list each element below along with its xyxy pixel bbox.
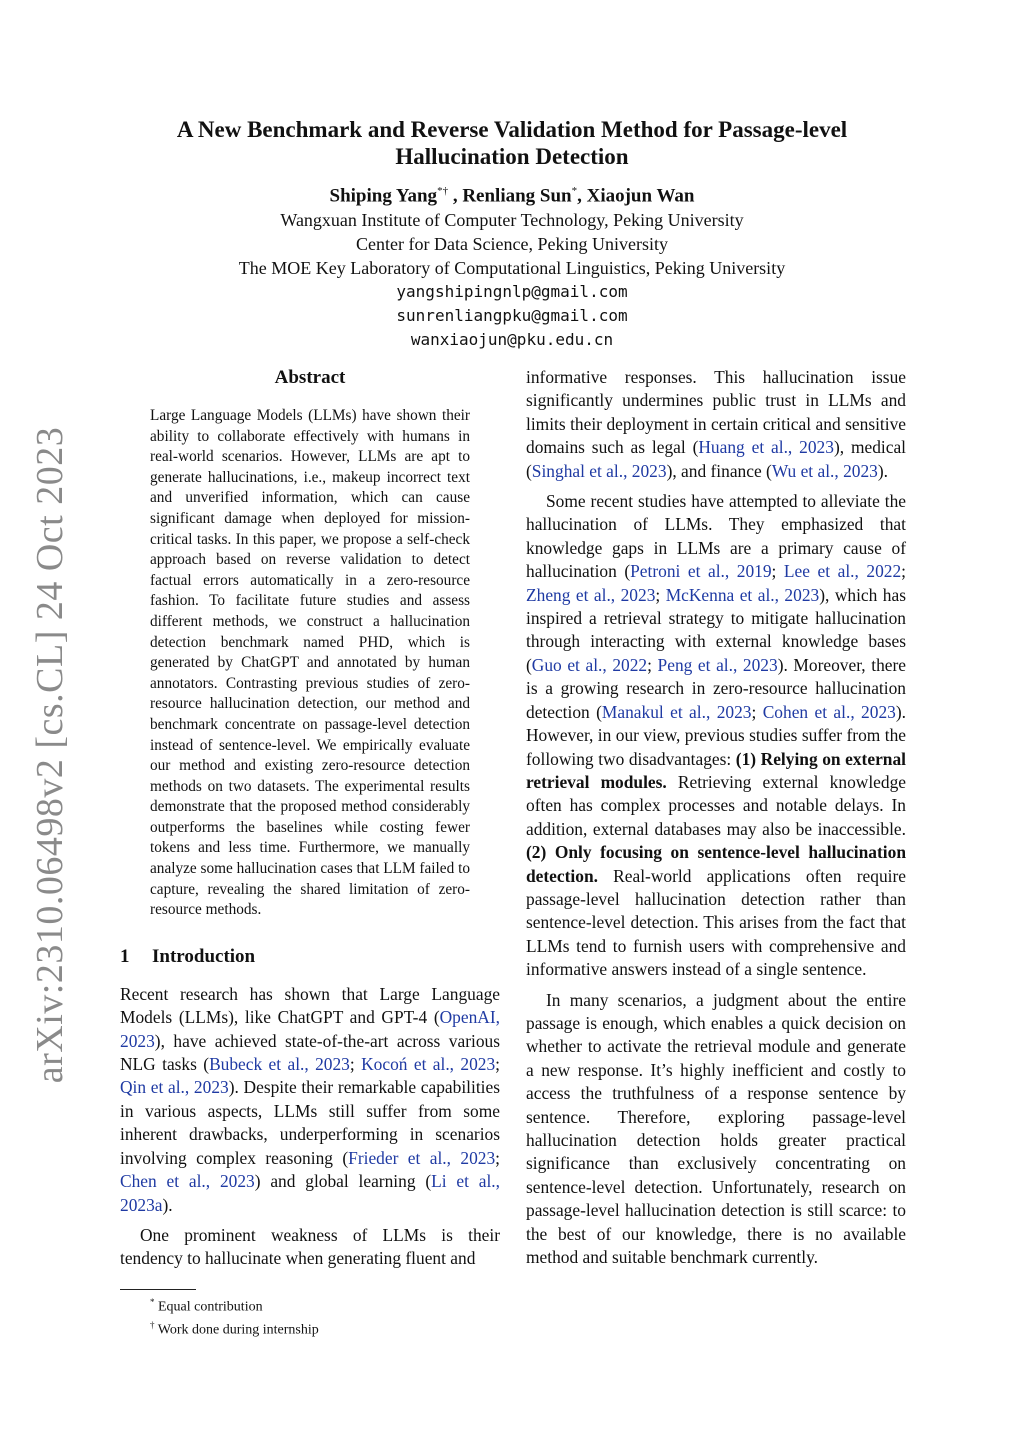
footnote [150,1316,500,1340]
citation-link[interactable]: Petroni et al., 2019 [630,561,772,582]
footnote-mark: † [150,1320,155,1331]
footnote-mark: * [150,1296,155,1307]
author-email[interactable]: yangshipingnlp@gmail.com [396,282,628,302]
citation-link[interactable]: Manakul et al., 2023 [601,701,752,722]
citation-link[interactable]: Guo et al., 2022 [531,654,648,675]
citation-link[interactable]: Bubeck et al., 2023 [209,1054,350,1075]
citation-link[interactable]: Frieder et al., 2023 [348,1147,496,1168]
citation-link[interactable]: Chen et al., 2023 [120,1171,255,1192]
author-name: Renliang Sun [462,185,572,207]
abstract-heading: Abstract [274,367,346,388]
citation-link[interactable]: Qin et al., 2023 [120,1077,229,1098]
title-line-1: A New Benchmark and Reverse Validation Method for Passage-level [176,117,848,142]
author-mark: * [571,185,578,197]
section-title: Introduction [152,945,256,967]
section-number: 1 [120,945,130,967]
citation-link[interactable]: Lee et al., 2022 [783,561,902,582]
left-column [120,366,500,1340]
citation-link[interactable]: Peng et al., 2023 [657,654,778,675]
footnote-rule [120,1289,196,1290]
footnote [150,1293,500,1317]
citation-link[interactable]: Cohen et al., 2023 [762,701,896,722]
author-name: Xiaojun Wan [586,185,695,207]
affiliation: Center for Data Science, Peking University [356,234,668,255]
footnote-text: Work done during internship [157,1323,319,1339]
body-paragraph: Recent research has shown that Large Language Models (LLMs), like ChatGPT and GPT-4 (OpenAI, 2023), have achieved state-of-the-art across various NLG tasks (Bubeck et al., 2023; Kocoń et al., 2023; Qin et al., 2023). Despite their remarkable capabilities in various aspects, LLMs still suffer from some inherent drawbacks, underperforming in scenarios involving complex reasoning (Frieder et al., 2023; Chen et al., 2023) and global learning (Li et al., 2023a). [120,983,501,1215]
body-paragraph: In many scenarios, a judgment about the entire passage is enough, which enables a quick decision on whether to activate the retrieval module and generate a new response. It’s highly inefficient and costly to access the truthfulness of a response sentence by sentence. Therefore, exploring passage-level hallucination detection holds greater practical significance than exclusively concentrating on sentence-level detection. Unfortunately, research on passage-level hallucination detection is still scarce: to the best of our knowledge, there is no available method and suitable benchmark currently. [526,989,906,1268]
abstract-text: Large Language Models (LLMs) have shown their ability to collaborate effectively with humans in real-world scenarios. However, LLMs are apt to generate hallucinations, i.e., makeup incorrect text and unverified information, which can cause significant damage when deployed for mission-critical tasks. In this paper, we propose a self-check approach based on reverse validation to detect factual errors automatically in a zero-resource fashion. To facilitate future studies and assess different methods, we construct a hallucination detection benchmark named PHD, which is generated by ChatGPT and annotated by human annotators. Contrasting previous studies of zero-resource hallucination detection, our method and benchmark concentrate on passage-level detection instead of sentence-level. We empirically evaluate our method and existing zero-resource detection methods on two datasets. The experimental results demonstrate that the proposed method considerably outperforms the baselines while costing fewer tokens and less time. Furthermore, we manually analyze some hallucination cases that LLM failed to capture, revealing the shared limitation of zero-resource methods. [150,407,470,919]
citation-link[interactable]: McKenna et al., 2023 [665,584,820,605]
citation-link[interactable]: Zheng et al., 2023 [526,584,656,605]
bold-text: (1) Relying on external retrieval modules. [526,748,906,792]
body-paragraph: Some recent studies have attempted to alleviate the hallucination of LLMs. They emphasized that knowledge gaps in LLMs are a primary cause of hallucination (Petroni et al., 2019; Lee et al., 2022; Zheng et al., 2023; McKenna et al., 2023), which has inspired a retrieval strategy to mitigate hallucination through interacting with external knowledge bases (Guo et al., 2022; Peng et al., 2023). Moreover, there is a growing research in zero-resource hallucination detection (Manakul et al., 2023; Cohen et al., 2023). However, in our view, previous studies suffer from the following two disadvantages: (1) Relying on external retrieval modules. Retrieving external knowledge often has complex processes and notable delays. In addition, external databases may also be inaccessible. (2) Only focusing on sentence-level hallucination detection. Real-world applications often require passage-level hallucination detection rather than sentence-level detection. This arises from the fact that LLMs tend to furnish users with comprehensive and informative answers instead of a single sentence. [526,491,907,980]
right-column [526,366,906,1269]
section-heading [120,945,500,969]
affiliation: Wangxuan Institute of Computer Technology, Peking University [280,210,744,231]
author-list [120,179,904,208]
citation-link[interactable]: Huang et al., 2023 [698,437,834,458]
author-separator: , [448,185,463,207]
citation-link[interactable]: Li et al., 2023a [120,1171,500,1215]
citation-link[interactable]: Kocoń et al., 2023 [361,1054,496,1075]
author-separator: , [577,185,587,207]
citation-link[interactable]: Singhal et al., 2023 [531,460,667,481]
bold-text: (2) Only focusing on sentence-level hallucination detection. [526,842,906,886]
arxiv-stamp-container [20,426,80,1084]
author-mark: *† [437,185,449,197]
author-email[interactable]: sunrenliangpku@gmail.com [396,306,628,326]
footnote-text: Equal contribution [158,1299,263,1315]
arxiv-stamp: arXiv:2310.06498v2 [cs.CL] 24 Oct 2023 [29,426,71,1084]
footnotes [120,1293,500,1340]
citation-link[interactable]: Wu et al., 2023 [771,460,878,481]
left-paragraphs [120,983,500,1271]
body-paragraph: One prominent weakness of LLMs is their tendency to hallucinate when generating fluent and [120,1224,500,1269]
citation-link[interactable]: OpenAI, 2023 [120,1007,500,1051]
author-email[interactable]: wanxiaojun@pku.edu.cn [410,330,614,350]
author-name: Shiping Yang [329,185,438,207]
affiliation: The MOE Key Laboratory of Computational Linguistics, Peking University [238,258,786,279]
paper-header [120,116,904,352]
paper-title [120,116,904,170]
title-line-2: Hallucination Detection [395,144,629,169]
body-paragraph: informative responses. This hallucination issue significantly undermines public trust in LLMs and limits their deployment in certain critical and sensitive domains such as legal (Huang et al., 2023), medical (Singhal et al., 2023), and finance (Wu et al., 2023). [526,367,906,481]
